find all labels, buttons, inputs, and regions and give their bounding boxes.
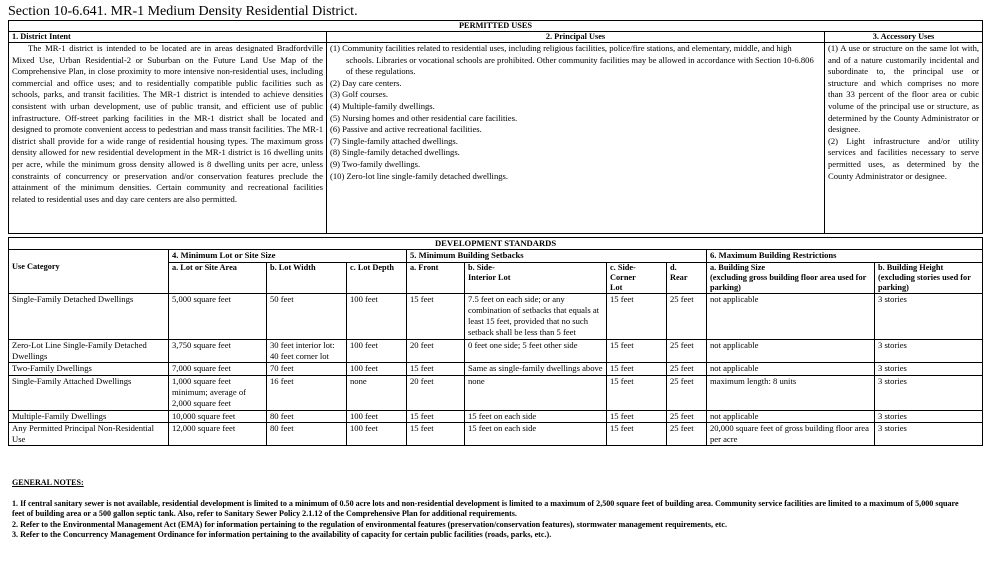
- principal-use-item: (10) Zero-lot line single-family detached dwellings.: [330, 170, 509, 181]
- col-lot-depth: c. Lot Depth: [347, 262, 407, 293]
- table-row: [9, 293, 983, 339]
- lot-depth-cell: 100 feet: [347, 410, 407, 422]
- side-interior-cell: 15 feet on each side: [465, 410, 607, 422]
- front-setback-cell: 20 feet: [407, 339, 465, 363]
- permitted-uses-table: [8, 20, 983, 234]
- lot-depth-cell: 100 feet: [347, 293, 407, 339]
- col-side-corner: c. Side- Corner Lot: [607, 262, 667, 293]
- group-spacer: [9, 250, 169, 262]
- principal-use-item: (6) Passive and active recreational facilities.: [330, 124, 482, 135]
- rear-setback-cell: 25 feet: [667, 422, 707, 446]
- rear-setback-cell: 25 feet: [667, 410, 707, 422]
- accessory-use-item: (2) Light infrastructure and/or utility services and facilities necessary to serve permitted uses, as determined by the County Administrator or designee.: [828, 135, 980, 181]
- col-lot-width: b. Lot Width: [267, 262, 347, 293]
- principal-uses-cell: [327, 43, 825, 234]
- use-category-cell: Single-Family Attached Dwellings: [9, 375, 169, 410]
- use-category-cell: Single-Family Detached Dwellings: [9, 293, 169, 339]
- side-interior-cell: 0 feet one side; 5 feet other side: [465, 339, 607, 363]
- principal-use-item: (8) Single-family detached dwellings.: [330, 147, 460, 158]
- min-lot-size-header: 4. Minimum Lot or Site Size: [169, 250, 407, 262]
- side-corner-cell: 15 feet: [607, 363, 667, 375]
- building-height-cell: 3 stories: [875, 339, 983, 363]
- col-lot-area: a. Lot or Site Area: [169, 262, 267, 293]
- building-size-cell: not applicable: [707, 339, 875, 363]
- use-category-cell: Any Permitted Principal Non-Residential Use: [9, 422, 169, 446]
- table-row: [9, 339, 983, 363]
- max-building-header: 6. Maximum Building Restrictions: [707, 250, 983, 262]
- section-title: Section 10-6.641. MR-1 Medium Density Residential District.: [8, 4, 358, 19]
- col-front: a. Front: [407, 262, 465, 293]
- principal-use-item: (3) Golf courses.: [330, 89, 388, 100]
- principal-use-item: (2) Day care centers.: [330, 77, 402, 88]
- building-height-cell: 3 stories: [875, 410, 983, 422]
- rear-setback-cell: 25 feet: [667, 363, 707, 375]
- col-building-size: a. Building Size (excluding gross building floor area used for parking): [707, 262, 875, 293]
- accessory-uses-cell: [825, 43, 983, 234]
- district-intent-text: The MR-1 district is intended to be located are in areas designated Bradfordville Mixed Use, Urban Residential-2 or Suburban on the Future Land Use Map of the Comprehensive Plan, in close proximity to more intensive non-residential uses, including commercial and office uses; and to residentially compatible public facilities such as schools, parks, and transit facilities. The MR-1 district is intended to achieve densities consistent with urban development, use of public transit, and efficient use of public infrastructure. Off-street parking facilities in the MR-1 district shall be located and designed to promote convenient access to pedestrian and mass transit facilities. The MR-1 district shall provide for a wide range of residential housing types. The maximum gross density allowed for new residential development in the MR-1 district is 16 dwelling units per acre, while the minimum gross density allowed is 8 dwelling units per acre, unless constraints of concurrency or preservation and/or conservation features preclude the attainment of the minimum densities. Certain community and recreational facilities related to residential uses and day care centers are also permitted.: [12, 43, 323, 204]
- col-side-interior: b. Side- Interior Lot: [465, 262, 607, 293]
- permitted-uses-header: PERMITTED USES: [9, 21, 983, 32]
- general-notes: [12, 478, 972, 540]
- accessory-uses-header: 3. Accessory Uses: [825, 32, 983, 43]
- district-intent-cell: [9, 43, 327, 234]
- lot-area-cell: 3,750 square feet: [169, 339, 267, 363]
- front-setback-cell: 15 feet: [407, 363, 465, 375]
- lot-depth-cell: none: [347, 375, 407, 410]
- side-corner-cell: 15 feet: [607, 339, 667, 363]
- rear-setback-cell: 25 feet: [667, 375, 707, 410]
- lot-width-cell: 70 feet: [267, 363, 347, 375]
- district-intent-header: 1. District Intent: [9, 32, 327, 43]
- front-setback-cell: 15 feet: [407, 410, 465, 422]
- building-height-cell: 3 stories: [875, 363, 983, 375]
- use-category-cell: Multiple-Family Dwellings: [9, 410, 169, 422]
- general-note-item: 2. Refer to the Environmental Management Act (EMA) for information pertaining to the regulation of environmental features (preservation/conservation features), stormwater management requirements, etc.: [12, 519, 727, 529]
- building-size-cell: not applicable: [707, 410, 875, 422]
- front-setback-cell: 15 feet: [407, 293, 465, 339]
- general-notes-list: [12, 499, 972, 540]
- building-height-cell: 3 stories: [875, 375, 983, 410]
- building-size-cell: not applicable: [707, 293, 875, 339]
- principal-use-item: (7) Single-family attached dwellings.: [330, 135, 458, 146]
- table-row: [9, 410, 983, 422]
- lot-depth-cell: 100 feet: [347, 339, 407, 363]
- general-notes-title: GENERAL NOTES:: [12, 478, 84, 487]
- lot-depth-cell: 100 feet: [347, 422, 407, 446]
- lot-depth-cell: 100 feet: [347, 363, 407, 375]
- accessory-use-item: (1) A use or structure on the same lot with, and of a nature customarily incidental and subordinate to, the principal use or structure and which comprises no more than 33 percent of the floor area or cubic volume of the principal use or structure, as determined by the County Administrator or designee.: [828, 43, 980, 135]
- principal-use-item: (1) Community facilities related to residential uses, including religious facilities, police/fire stations, and elementary, middle, and high schools. Libraries or vocational schools are prohibited. Other community facilities may be allowed in accordance with Section 10-6.806 of these regulations.: [330, 43, 814, 77]
- front-setback-cell: 20 feet: [407, 375, 465, 410]
- side-interior-cell: 7.5 feet on each side; or any combination of setbacks that equals at least 15 feet, provided that no such setback shall be less than 5 feet: [465, 293, 607, 339]
- rear-setback-cell: 25 feet: [667, 339, 707, 363]
- general-note-item: 1. If central sanitary sewer is not available, residential development is limited to a minimum of 0.50 acre lots and non-residential development is limited to a maximum of 2,500 square feet of building area. Community service facilities are limited to a maximum of 5,000 square feet of building area or a 500 gallon septic tank. Also, refer to Sanitary Sewer Policy 2.1.12 of the Comprehensive Plan for additional requirements.: [12, 499, 959, 519]
- development-standards-table: [8, 237, 983, 446]
- col-use-category: Use Category: [9, 262, 169, 293]
- table-row: [9, 363, 983, 375]
- general-note-item: 3. Refer to the Concurrency Management Ordinance for information pertaining to the availability of capacity for certain public facilities (roads, parks, etc.).: [12, 529, 552, 539]
- table-row: [9, 375, 983, 410]
- building-size-cell: not applicable: [707, 363, 875, 375]
- lot-width-cell: 50 feet: [267, 293, 347, 339]
- building-height-cell: 3 stories: [875, 293, 983, 339]
- principal-use-item: (5) Nursing homes and other residential care facilities.: [330, 112, 518, 123]
- side-interior-cell: none: [465, 375, 607, 410]
- col-rear: d. Rear: [667, 262, 707, 293]
- building-size-cell: maximum length: 8 units: [707, 375, 875, 410]
- side-corner-cell: 15 feet: [607, 410, 667, 422]
- side-corner-cell: 15 feet: [607, 422, 667, 446]
- lot-area-cell: 5,000 square feet: [169, 293, 267, 339]
- side-corner-cell: 15 feet: [607, 293, 667, 339]
- lot-area-cell: 7,000 square feet: [169, 363, 267, 375]
- use-category-cell: Two-Family Dwellings: [9, 363, 169, 375]
- table-row: [9, 422, 983, 446]
- development-standards-header: DEVELOPMENT STANDARDS: [9, 238, 983, 250]
- principal-use-item: (4) Multiple-family dwellings.: [330, 100, 435, 111]
- principal-uses-list: [330, 43, 821, 182]
- rear-setback-cell: 25 feet: [667, 293, 707, 339]
- building-height-cell: 3 stories: [875, 422, 983, 446]
- principal-use-item: (9) Two-family dwellings.: [330, 158, 421, 169]
- side-corner-cell: 15 feet: [607, 375, 667, 410]
- lot-width-cell: 80 feet: [267, 422, 347, 446]
- lot-width-cell: 16 feet: [267, 375, 347, 410]
- lot-width-cell: 80 feet: [267, 410, 347, 422]
- lot-area-cell: 12,000 square feet: [169, 422, 267, 446]
- principal-uses-header: 2. Principal Uses: [327, 32, 825, 43]
- min-setbacks-header: 5. Minimum Building Setbacks: [407, 250, 707, 262]
- front-setback-cell: 15 feet: [407, 422, 465, 446]
- lot-area-cell: 10,000 square feet: [169, 410, 267, 422]
- accessory-uses-list: [828, 43, 979, 182]
- lot-area-cell: 1,000 square feet minimum; average of 2,000 square feet: [169, 375, 267, 410]
- side-interior-cell: Same as single-family dwellings above: [465, 363, 607, 375]
- col-building-height: b. Building Height (excluding stories used for parking): [875, 262, 983, 293]
- use-category-cell: Zero-Lot Line Single-Family Detached Dwellings: [9, 339, 169, 363]
- lot-width-cell: 30 feet interior lot: 40 feet corner lot: [267, 339, 347, 363]
- building-size-cell: 20,000 square feet of gross building floor area per acre: [707, 422, 875, 446]
- side-interior-cell: 15 feet on each side: [465, 422, 607, 446]
